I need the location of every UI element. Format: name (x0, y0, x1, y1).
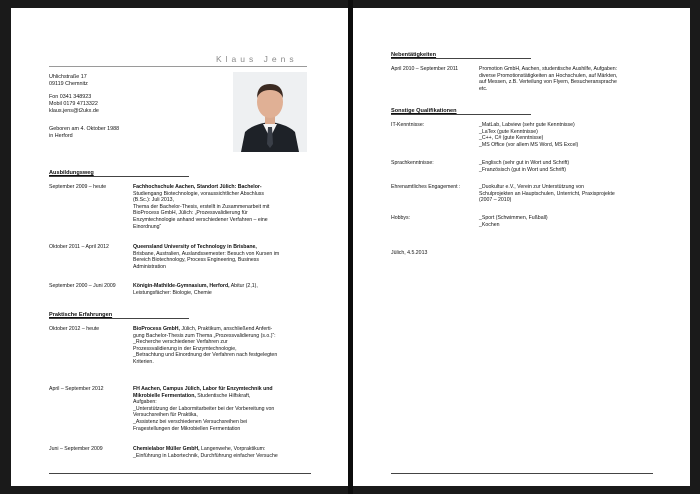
name-divider (49, 66, 307, 67)
education-entry: Queensland University of Technology in Brisbane, Brisbane, Australien, Auslandssemester: Besuch von Kursen im Bereich Biotechnology, Process Engineering, Business Administration (133, 244, 280, 270)
address-block: Uhlichstraße 17 09119 Chemnitz (49, 74, 88, 87)
qualification-label: Sprachkenntnisse: (391, 160, 434, 166)
qualification-entry: _Duokultur e.V., Verein zur Unterstützung von Schulprojekten an Hauptschulen, Unterricht, Praxisprojekte (2007 – 2010) (479, 184, 615, 204)
qualifications-divider (391, 114, 531, 115)
education-date: Oktober 2011 – April 2012 (49, 244, 109, 250)
side-job-entry: Promotion GmbH, Aachen, studentische Aushilfe, Aufgaben: diverse Promotionstätigkeiten an Hochschulen, auf Märkten, auf Messen, z.B. Verteilung von Flyern, Besucheransprache etc. (479, 66, 618, 92)
qualification-entry: _MatLab, Labview (sehr gute Kenntnisse) _LaTex (gute Kenntnisse) _C++, C# (gute Kenntnisse) _MS Office (vor allem MS Word, MS Excel) (479, 122, 579, 148)
practice-divider (49, 318, 189, 319)
education-entry: Königin-Mathilde-Gymnasium, Herford, Abitur (2,1), Leistungsfächer: Biologie, Chemie (133, 283, 258, 296)
qualification-entry: _Sport (Schwimmen, Fußball) _Kochen (479, 215, 548, 228)
cv-page-1 (11, 8, 348, 486)
practice-entry: Chemielabor Müller GmbH, Langenwehe, Vorpraktikum: _Einführung in Labortechnik, Durchführung einfacher Versuche (133, 446, 278, 459)
portrait-photo (233, 72, 307, 152)
practice-date: Oktober 2012 – heute (49, 326, 100, 332)
cv-page-2 (353, 8, 690, 486)
place-date: Jülich, 4.5.2013 (391, 250, 428, 256)
education-divider (49, 176, 189, 177)
side-job-date: April 2010 – September 2011 (391, 66, 459, 72)
education-date: September 2000 – Juni 2009 (49, 283, 116, 289)
practice-date: Juni – September 2009 (49, 446, 103, 452)
qualification-entry: _Englisch (sehr gut in Wort und Schrift) _Französisch (gut in Wort und Schrift) (479, 160, 570, 173)
education-heading: Ausbildungsweg (49, 170, 94, 176)
footer-divider (49, 473, 311, 474)
qualification-label: IT-Kenntnisse: (391, 122, 425, 128)
practice-entry: BioProcess GmbH, Jülich, Praktikum, anschließend Anferti- gung Bachelor-Thesis zum Thema „Prozessvalidierung (s.o.)“: _Recherche verschiedener Verfahren zur Prozessvalidierung in der Enzymtechnologie, _Betrachtung und Einordnung der Verfahren nach festgelegten Kriterien. (133, 326, 278, 365)
qualification-label: Ehrenamtliches Engagement : (391, 184, 461, 190)
contact-block: Fon 0341 348923 Mobil 0179 4713322 klaus.jens@t2ukx.de (49, 94, 99, 114)
education-date: September 2009 – heute (49, 184, 107, 190)
qualifications-heading: Sonstige Qualifikationen (391, 108, 457, 114)
side-jobs-divider (391, 58, 531, 59)
portrait-illustration (233, 72, 307, 152)
education-entry: Fachhochschule Aachen, Standort Jülich: Bachelor- Studiengang Biotechnologie, voraussichtlicher Abschluss (B.Sc.): Juli 2013, Thema der Bachelor-Thesis, erstellt in Zusammenarbeit mit BioProcess GmbH, Jülich: „Prozessvalidierung für Enzymtechnologie anhand verschiedener Verfahren – eine Einordnung“ (133, 184, 270, 230)
applicant-name: Klaus Jens (216, 54, 298, 64)
practice-date: April – September 2012 (49, 386, 104, 392)
side-jobs-heading: Nebentätigkeiten (391, 52, 437, 58)
practice-heading: Praktische Erfahrungen (49, 312, 113, 318)
practice-entry: FH Aachen, Campus Jülich, Labor für Enzymtechnik und Mikrobielle Fermentation, Studentische Hilfskraft, Aufgaben: _Unterstützung der Labormitarbeiter bei der Vorbereitung von Versuchsreihen für Praktika, _Assistenz bei verschiedenen Versuchsreihen bei Fragestellungen der Mikrobiellen Fermentation (133, 386, 275, 432)
footer-divider (391, 473, 653, 474)
qualification-label: Hobbys: (391, 215, 411, 221)
email-text: klaus.jens@t2ukx.de (49, 108, 99, 114)
birth-block: Geboren am 4. Oktober 1988 in Herford (49, 126, 120, 139)
